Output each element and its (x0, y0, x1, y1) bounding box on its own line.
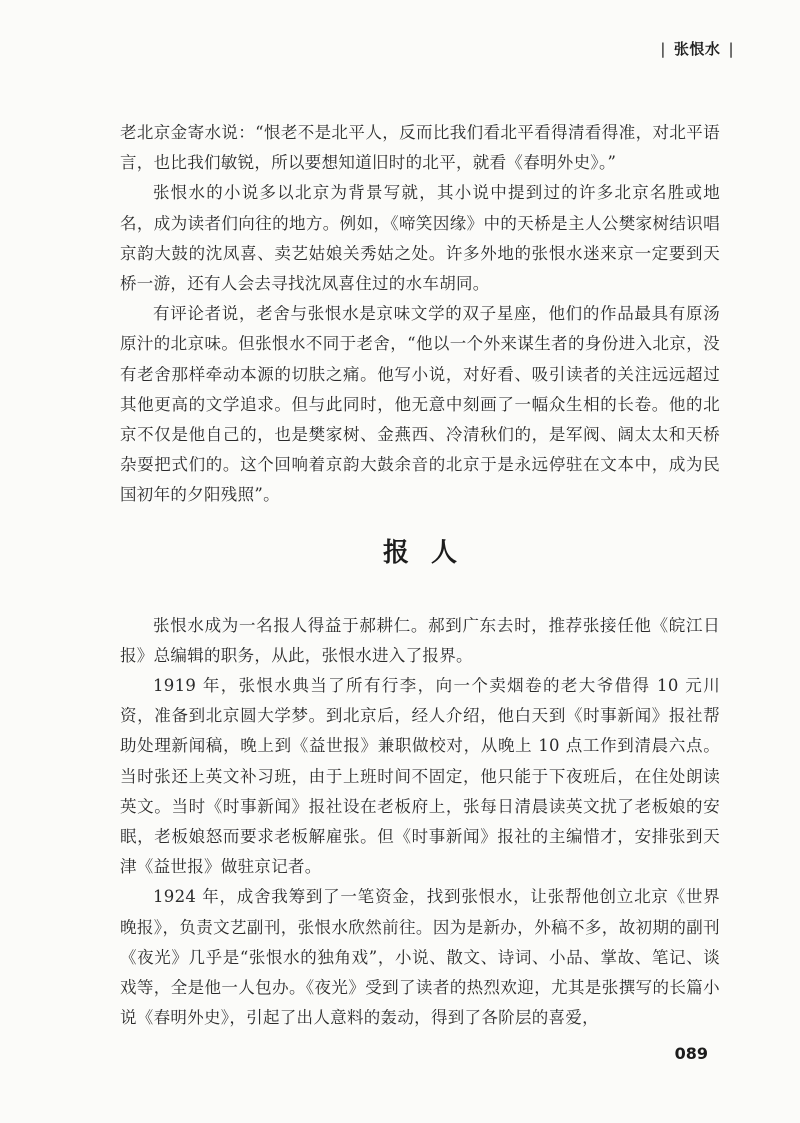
paragraph: 张恨水的小说多以北京为背景写就，其小说中提到过的许多北京名胜或地名，成为读者们向往的地方。例如，《啼笑因缘》中的天桥是主人公樊家树结识唱京韵大鼓的沈凤喜、卖艺姑娘关秀姑之处。许多外地的张恨水迷来京一定要到天桥一游，还有人会去寻找沈凤喜住过的水车胡同。 (120, 183, 720, 294)
paragraph: 1919 年，张恨水典当了所有行李，向一个卖烟卷的老大爷借得 10 元川资，准备到北京圆大学梦。到北京后，经人介绍，他白天到《时事新闻》报社帮助处理新闻稿，晚上到《益世报》兼职做校对，从晚上 10 点工作到清晨六点。当时张还上英文补习班，由于上班时间不固定，他只能于下夜班后，在住处朗读英文。当时《时事新闻》报社设在老板府上，张每日清晨读英文扰了老板娘的安眠，老板娘怒而要求老板解雇张。但《时事新闻》报社的主编惜才，安排张到天津《益世报》做驻京记者。 (120, 676, 720, 877)
header-chapter-title: 张恨水 (673, 40, 721, 58)
paragraph: 1924 年，成舍我筹到了一笔资金，找到张恨水，让张帮他创立北京《世界晚报》，负责文艺副刊，张恨水欣然前往。因为是新办，外稿不多，故初期的副刊《夜光》几乎是“张恨水的独角戏”，小说、散文、诗词、小品、掌故、笔记、谈戏等，全是他一人包办。《夜光》受到了读者的热烈欢迎，尤其是张撰写的长篇小说《春明外史》，引起了出人意料的轰动，得到了各阶层的喜爱， (120, 887, 720, 1028)
page-body (120, 118, 720, 1033)
section-heading: 报人 (382, 537, 479, 568)
paragraph-continued: 老北京金寄水说：“恨老不是北平人，反而比我们看北平看得清看得准，对北平语言，也比我们敏锐，所以要想知道旧时的北平，就看《春明外史》。” (120, 123, 720, 173)
page-number: 089 (674, 1044, 708, 1063)
paragraph: 张恨水成为一名报人得益于郝耕仁。郝到广东去时，推荐张接任他《皖江日报》总编辑的职务，从此，张恨水进入了报界。 (120, 615, 720, 665)
header-divider-right: | (728, 40, 734, 58)
paragraph: 有评论者说，老舍与张恨水是京味文学的双子星座，他们的作品最具有原汤原汁的北京味。但张恨水不同于老舍，“他以一个外来谋生者的身份进入北京，没有老舍那样牵动本源的切肤之痛。他写小说，对好看、吸引读者的关注远远超过其他更高的文学追求。但与此同时，他无意中刻画了一幅众生相的长卷。他的北京不仅是他自己的，也是樊家树、金燕西、冷清秋们的，是军阀、阔太太和天桥杂耍把式们的。这个回响着京韵大鼓余音的北京于是永远停驻在文本中，成为民国初年的夕阳残照”。 (120, 304, 720, 505)
header-divider-left: | (660, 40, 666, 58)
running-header (652, 38, 742, 59)
